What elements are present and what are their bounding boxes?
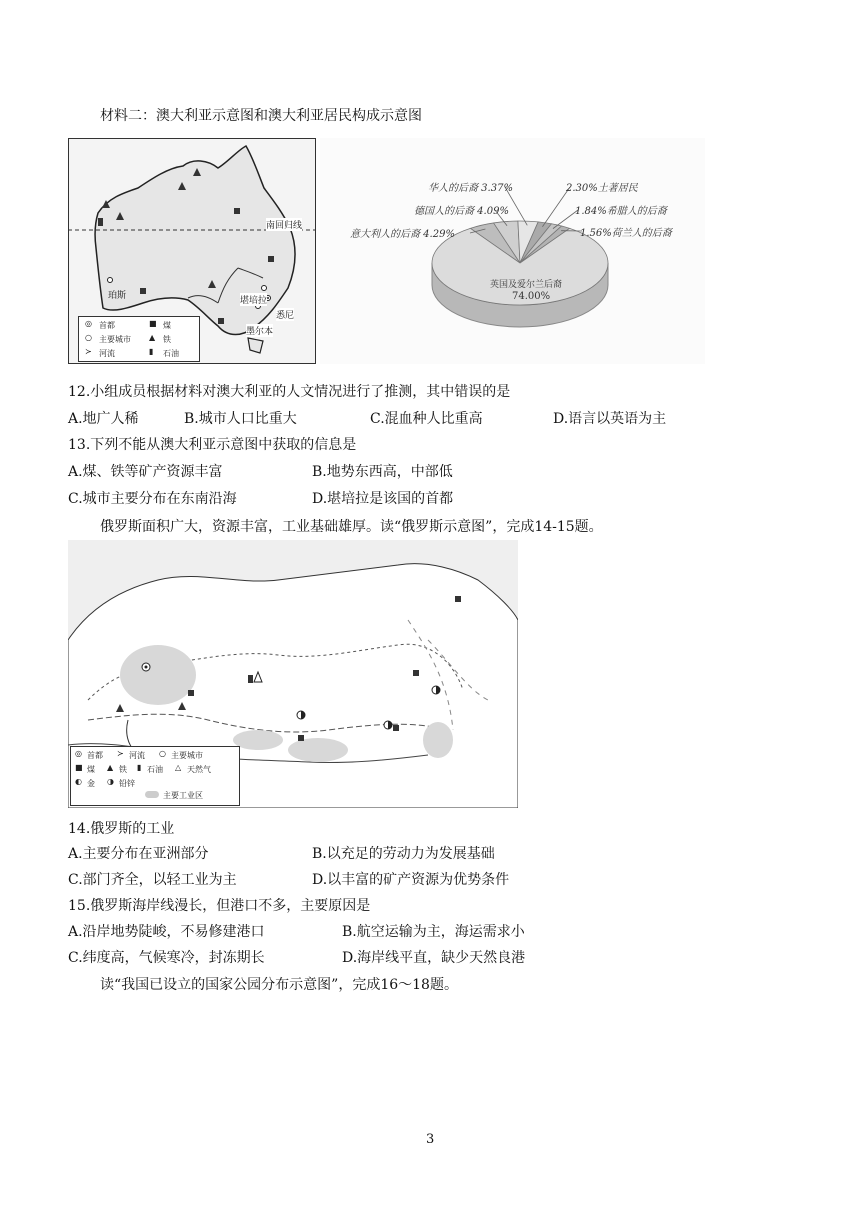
q12-option-c[interactable]: C.混血种人比重高 xyxy=(370,411,483,427)
australia-map xyxy=(68,138,316,364)
sydney-label: 悉尼 xyxy=(276,308,294,321)
legend-capital: 首都 xyxy=(99,321,115,330)
russia-intro: 俄罗斯面积广大，资源丰富，工业基础雄厚。读“俄罗斯示意图”，完成14-15题。 xyxy=(100,519,603,535)
canberra-label: 堪培拉 xyxy=(240,293,267,306)
pie-label-greek: 1.84%希腊人的后裔 xyxy=(575,206,667,217)
legend-oil: 石油 xyxy=(147,765,163,774)
legend-iron: 铁 xyxy=(163,335,171,344)
capital-icon: ◎ xyxy=(85,319,92,328)
pie-chart-drawing xyxy=(320,138,705,364)
pie-label-british-pct: 74.00% xyxy=(512,291,551,302)
q14-option-b[interactable]: B.以充足的劳动力为发展基础 xyxy=(312,846,495,862)
q15-option-a[interactable]: A.沿岸地势陡峻，不易修建港口 xyxy=(68,924,265,940)
q12-option-d[interactable]: D.语言以英语为主 xyxy=(553,411,667,427)
legend-industrial: 主要工业区 xyxy=(163,791,203,800)
river-icon: ≻ xyxy=(85,347,92,356)
pie-label-chinese: 华人的后裔 3.37% xyxy=(428,183,513,194)
q15-option-c[interactable]: C.纬度高，气候寒冷，封冻期长 xyxy=(68,950,265,966)
population-pie-chart xyxy=(320,138,705,364)
page-number: 3 xyxy=(426,1132,435,1147)
legend-river: 河流 xyxy=(129,751,145,760)
perth-label: 珀斯 xyxy=(108,291,127,301)
legend-gold: 金 xyxy=(87,779,95,788)
q13-option-a[interactable]: A.煤、铁等矿产资源丰富 xyxy=(68,464,223,480)
legend-city: 主要城市 xyxy=(99,335,131,344)
capital-icon: ◎ xyxy=(75,749,82,758)
q14-option-c[interactable]: C.部门齐全，以轻工业为主 xyxy=(68,872,237,888)
q13-option-d[interactable]: D.堪培拉是该国的首都 xyxy=(312,491,454,507)
pie-label-dutch: 1.56%荷兰人的后裔 xyxy=(580,228,672,239)
q12-stem: 12.小组成员根据材料对澳大利亚的人文情况进行了推测，其中错误的是 xyxy=(68,384,511,400)
australia-map-legend xyxy=(78,316,200,362)
coal-icon: ■ xyxy=(149,319,157,328)
q13-option-b[interactable]: B.地势东西高，中部低 xyxy=(312,464,453,480)
park-intro: 读“我国已设立的国家公园分布示意图”，完成16～18题。 xyxy=(100,977,458,993)
iron-icon: ▲ xyxy=(107,763,114,772)
legend-iron: 铁 xyxy=(119,765,127,774)
q14-stem: 14.俄罗斯的工业 xyxy=(68,821,175,837)
pie-label-italian: 意大利人的后裔 4.29% xyxy=(350,229,455,240)
q12-option-a[interactable]: A.地广人稀 xyxy=(68,411,139,427)
gold-icon: ◐ xyxy=(75,777,82,786)
q14-option-d[interactable]: D.以丰富的矿产资源为优势条件 xyxy=(312,872,510,888)
q13-stem: 13.下列不能从澳大利亚示意图中获取的信息是 xyxy=(68,437,357,453)
gas-icon: △ xyxy=(175,763,182,772)
material-title: 材料二：澳大利亚示意图和澳大利亚居民构成示意图 xyxy=(100,108,422,124)
q14-option-a[interactable]: A.主要分布在亚洲部分 xyxy=(68,846,209,862)
melbourne-label: 墨尔本 xyxy=(246,324,273,337)
legend-coal: 煤 xyxy=(163,321,171,330)
q15-option-d[interactable]: D.海岸线平直，缺少天然良港 xyxy=(342,950,526,966)
oil-icon: ▮ xyxy=(149,347,154,356)
city-icon: ○ xyxy=(85,333,92,342)
legend-lead-zinc: 铅锌 xyxy=(119,779,135,788)
river-icon: ≻ xyxy=(117,749,124,758)
city-icon: ○ xyxy=(159,749,166,758)
pie-label-aboriginal: 2.30%土著居民 xyxy=(566,183,638,194)
q12-option-b[interactable]: B.城市人口比重大 xyxy=(184,411,297,427)
legend-capital: 首都 xyxy=(87,751,103,760)
russia-map-legend xyxy=(70,746,240,806)
q15-stem: 15.俄罗斯海岸线漫长，但港口不多，主要原因是 xyxy=(68,898,371,914)
oil-icon: ▮ xyxy=(137,763,142,772)
iron-icon: ▲ xyxy=(149,333,156,342)
industrial-zone-icon xyxy=(145,791,159,798)
tropic-label: 南回归线 xyxy=(266,218,302,231)
russia-map xyxy=(68,540,518,808)
q15-option-b[interactable]: B.航空运输为主，海运需求小 xyxy=(342,924,525,940)
legend-oil: 石油 xyxy=(163,349,179,358)
legend-gas: 天然气 xyxy=(187,765,211,774)
legend-coal: 煤 xyxy=(87,765,95,774)
legend-city: 主要城市 xyxy=(171,751,203,760)
pie-label-british: 英国及爱尔兰后裔 xyxy=(490,280,563,290)
q13-option-c[interactable]: C.城市主要分布在东南沿海 xyxy=(68,491,237,507)
lead-zinc-icon: ◑ xyxy=(107,777,114,786)
legend-river: 河流 xyxy=(99,349,115,358)
pie-label-german: 德国人的后裔 4.09% xyxy=(414,206,509,217)
coal-icon: ■ xyxy=(75,763,83,772)
